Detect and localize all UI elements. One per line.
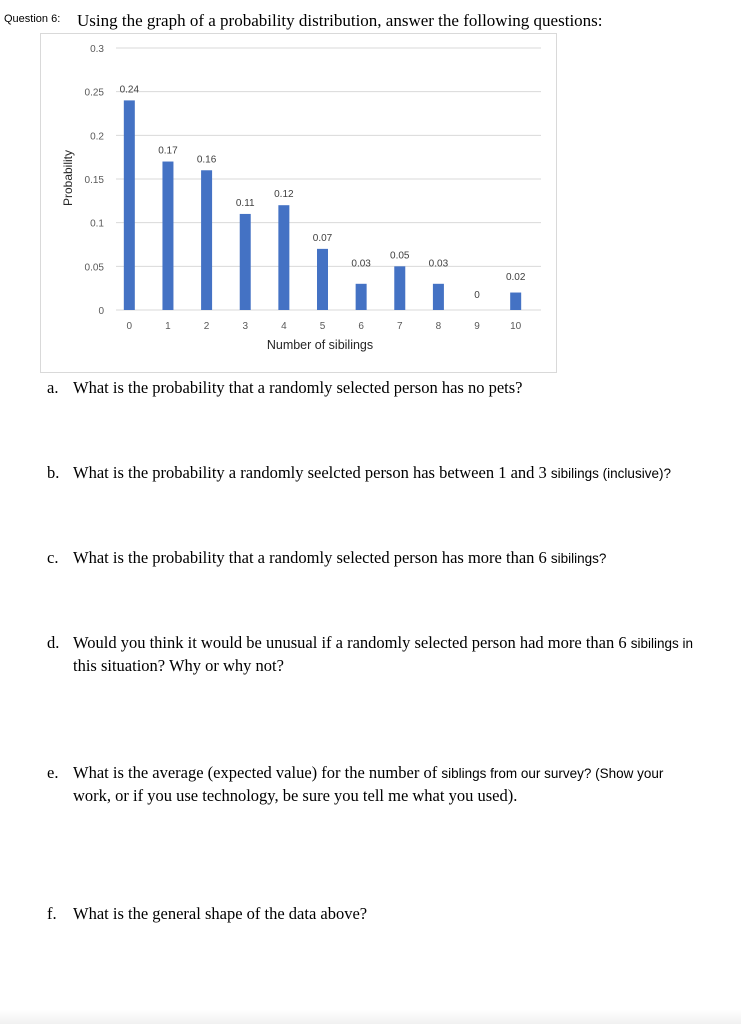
x-tick-label: 9 [474,321,480,332]
x-tick-label: 5 [319,321,326,332]
x-tick-label: 10 [510,321,522,332]
y-tick-label: 0.2 [90,131,104,143]
question-b-line-1 [73,462,671,485]
question-d-text-serif-2: this situation? Why or why not? [73,656,284,675]
y-tick-label: 0.3 [90,44,104,55]
bar [278,205,289,310]
bar-data-label: 0.12 [274,189,294,201]
bar-data-label: 0.16 [196,154,217,166]
bar-data-label: 0.03 [428,258,449,270]
question-e-line-2 [73,785,663,807]
bar [433,284,444,310]
bar-data-label: 0.07 [312,232,333,244]
question-d-letter: d. [47,633,60,652]
question-f-line-1 [73,903,367,925]
y-tick-label: 0 [98,306,104,317]
chart-svg [41,34,558,374]
question-e-text-serif-2: work, or if you use technology, be sure you tell me what you used). [73,786,518,805]
bar [201,170,212,310]
probability-bar-chart [40,33,557,373]
question-f-text [73,903,367,925]
bar [394,266,405,310]
bar-data-label: 0.11 [235,197,255,209]
x-tick-label: 0 [126,321,133,332]
x-tick-label: 7 [396,321,403,332]
bar [356,284,367,310]
bar-data-label: 0.02 [505,271,526,283]
question-b-text-serif: What is the probability a randomly seelcted person has between 1 and 3 [73,463,551,482]
y-axis-title: Probability [61,149,75,207]
bar-data-label: 0.17 [158,145,178,157]
question-a-text [73,377,523,399]
question-number: Question 6: [4,13,61,25]
bar [317,249,328,310]
y-tick-label: 0.05 [84,262,104,274]
question-d-text [73,632,693,677]
bar [240,214,251,310]
y-tick-label: 0.15 [84,175,104,186]
question-a-line-1 [73,377,523,399]
question-a-letter: a. [47,378,59,397]
y-tick-label: 0.1 [90,218,104,230]
bar-data-label: 0.05 [390,250,410,262]
bar [162,162,173,310]
x-tick-label: 1 [165,321,171,332]
page-bottom-edge [0,1010,741,1024]
question-b-text [73,462,671,485]
question-b-text-sans: sibilings (inclusive)? [550,466,671,481]
question-c-text-serif: What is the probability that a randomly selected person has more than 6 [73,548,551,567]
x-tick-label: 4 [281,321,287,332]
question-e-text [73,762,663,807]
question-f-text-serif: What is the general shape of the data above? [73,904,368,923]
question-a-text-serif: What is the probability that a randomly selected person has no pets? [73,378,523,397]
question-e-letter: e. [47,763,59,782]
question-title: Using the graph of a probability distribution, answer the following questions: [77,11,603,30]
question-d-line-2 [73,655,693,677]
bar-data-label: 0 [474,290,480,301]
x-tick-label: 2 [203,321,210,332]
question-b-letter: b. [47,463,60,482]
question-e-line-1 [73,762,663,785]
question-c-line-1 [73,547,606,570]
question-d-text-sans: sibilings in [630,636,694,651]
question-c-text-sans: sibilings? [550,551,607,566]
x-tick-label: 6 [358,321,364,332]
question-d-text-serif: Would you think it would be unusual if a randomly selected person had more than 6 [73,633,631,652]
x-tick-label: 3 [242,321,249,332]
bar-data-label: 0.03 [351,258,371,270]
bar [124,100,135,310]
question-e-text-serif: What is the average (expected value) for the number of [73,763,442,782]
question-c-text [73,547,606,570]
question-e-text-sans: siblings from our survey? (Show your [441,766,664,781]
bar-data-label: 0.24 [119,84,140,96]
question-f-letter: f. [47,904,57,923]
question-c-letter: c. [47,548,59,567]
question-d-line-1 [73,632,693,655]
y-tick-label: 0.25 [84,87,104,99]
x-tick-label: 8 [435,321,442,332]
x-axis-title: Number of sibilings [266,338,374,352]
bar [510,293,521,310]
